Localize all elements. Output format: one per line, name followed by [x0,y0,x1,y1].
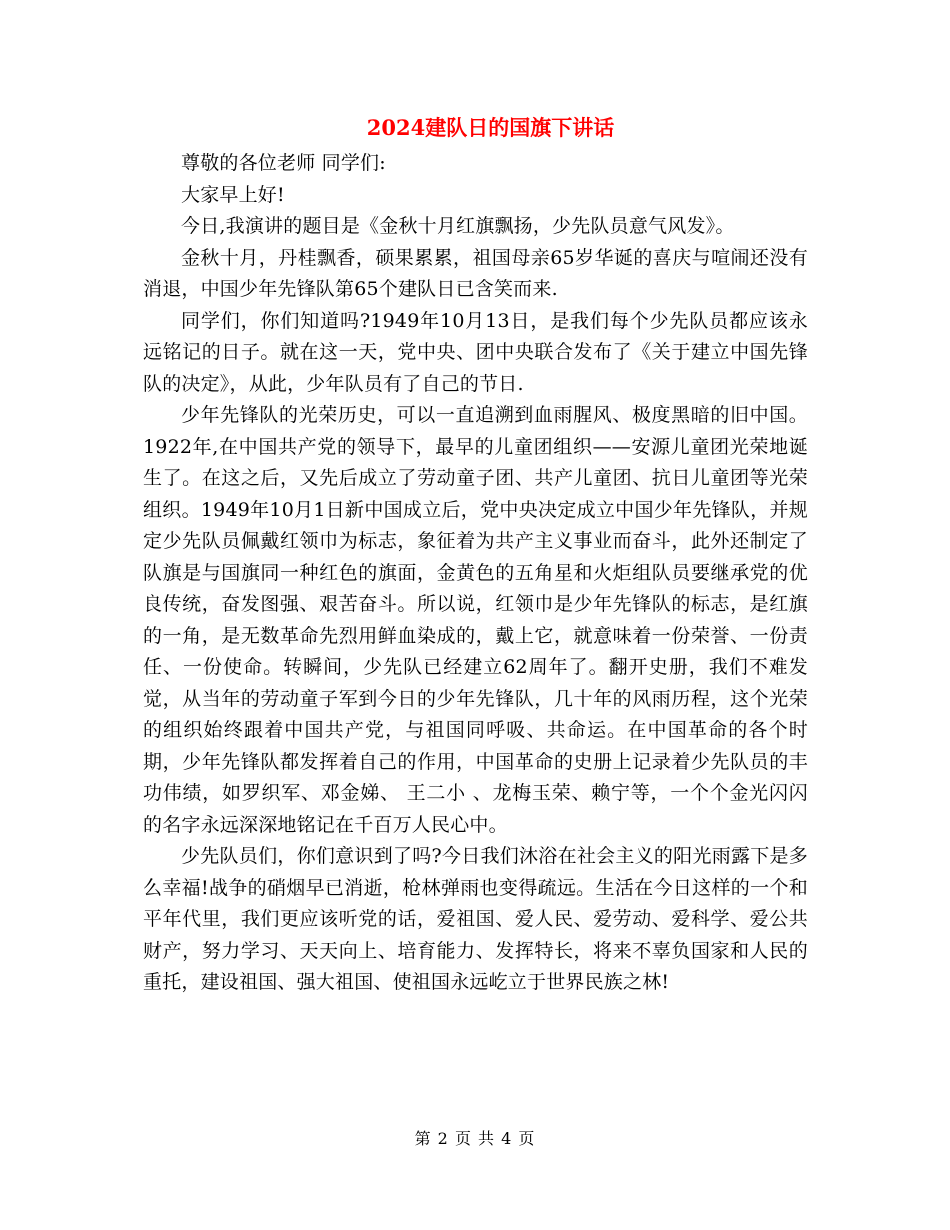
document-title: 2024建队日的国旗下讲话 [366,115,615,140]
page-number: 第 2 页 共 4 页 [414,1129,536,1148]
paragraph-closing: 少先队员们，你们意识到了吗?今日我们沐浴在社会主义的阳光雨露下是多么幸福!战争的硝烟早已消逝，枪林弹雨也变得疏远。生活在今日这样的一个和平年代里，我们更应该听党的话，爱祖国、爱人民、爱劳动、爱科学、爱公共财产，努力学习、天天向上、培育能力、发挥特长，将来不辜负国家和人民的重托，建设祖国、强大祖国、使祖国永远屹立于世界民族之林! [143,845,808,993]
document-body [143,112,808,999]
paragraph-autumn: 金秋十月，丹桂飘香，硕果累累，祖国母亲65岁华诞的喜庆与喧闹还没有消退，中国少年先锋队第65个建队日已含笑而来. [143,246,808,300]
greeting: 大家早上好! [181,183,285,206]
paragraph-history: 少年先锋队的光荣历史，可以一直追溯到血雨腥风、极度黑暗的旧中国。1922年,在中国共产党的领导下，最早的儿童团组织——安源儿童团光荣地诞生了。在这之后，又先后成立了劳动童子团、共产儿童团、抗日儿童团等光荣组织。1949年10月1日新中国成立后，党中央决定成立中国少年先锋队，并规定少先队员佩戴红领巾为标志，象征着为共产主义事业而奋斗，此外还制定了队旗是与国旗同一种红色的旗面，金黄色的五角星和火炬组队员要继承党的优良传统，奋发图强、艰苦奋斗。所以说，红领巾是少年先锋队的标志，是红旗的一角，是无数革命先烈用鲜血染成的，戴上它，就意味着一份荣誉、一份责任、一份使命。转瞬间，少先队已经建立62周年了。翻开史册，我们不难发觉，从当年的劳动童子军到今日的少年先锋队，几十年的风雨历程，这个光荣的组织始终跟着中国共产党，与祖国同呼吸、共命运。在中国革命的各个时期，少年先锋队都发挥着自己的作用，中国革命的史册上记录着少先队员的丰功伟绩，如罗织军、邓金娣、 王二小 、龙梅玉荣、赖宁等，一个个金光闪闪的名字永远深深地铭记在千百万人民心中。 [143,404,808,836]
paragraph-founding-date: 同学们，你们知道吗?1949年10月13日，是我们每个少先队员都应该永远铭记的日子。就在这一天，党中央、团中央联合发布了《关于建立中国先锋队的决定》，从此，少年队员有了自己的节日. [143,309,808,395]
speech-topic: 今日,我演讲的题目是《金秋十月红旗飘扬，少先队员意气风发》。 [181,215,735,237]
salutation: 尊敬的各位老师 同学们: [181,152,386,174]
